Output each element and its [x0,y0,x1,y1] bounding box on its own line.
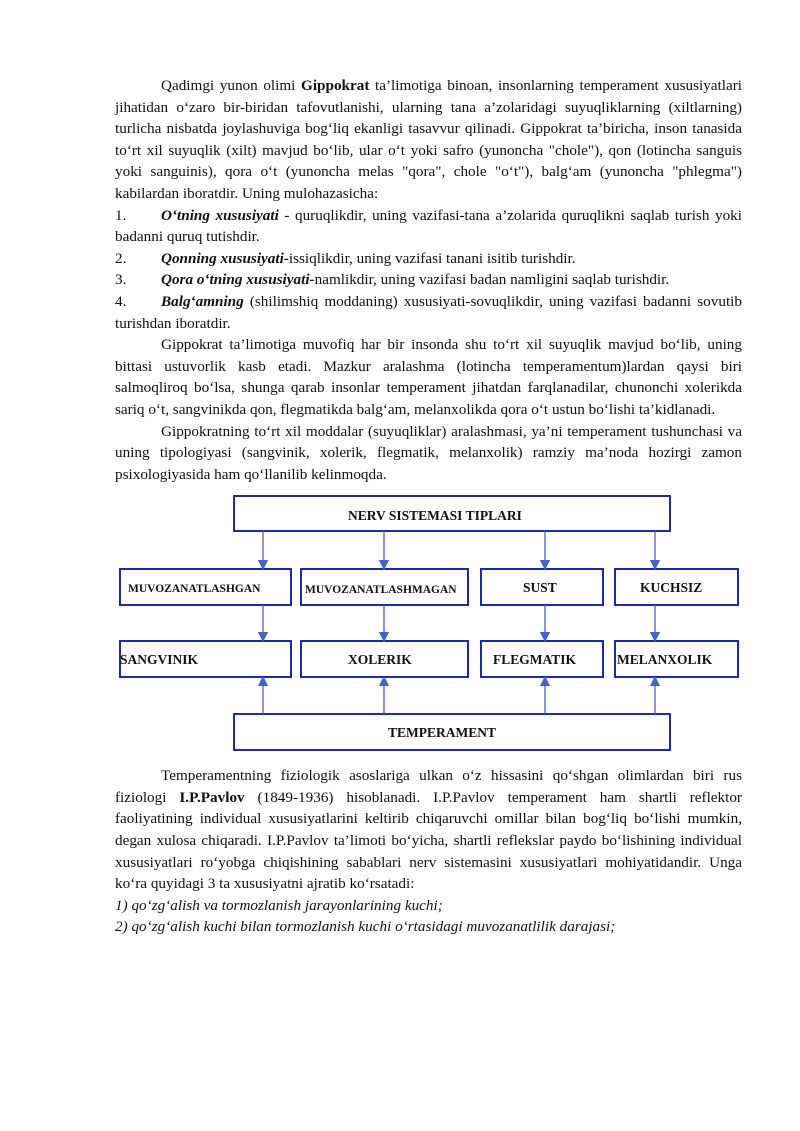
label-unbalanced: MUVOZANATLASHMAGAN [305,584,457,597]
paragraph-gippokrat [115,75,742,205]
list-item: 3. Qora o‘tning xususiyati-namlikdir, uning vazifasi badan namligini saqlab turishdir. [115,271,670,289]
paragraph-pavlov: Temperamentning fiziologik asoslariga ulkan o‘z hissasini qo‘shgan olimlardan biri rus fiziologi I.P.Pavlov (1849-1936) hisoblanadi. I.P.Pavlov temperament ham shartli reflektor faoliyatining individual xususiyatlarini keltirib chiqaruvchi omillar bilan bog‘liq bo‘lishi mumkin, degan xulosa chiqaradi. I.P.Pavlov ta’limoti bo‘yicha, shartli reflekslar paydo bo‘lishining individual xususiyatlari ro‘yobga chiqishining sabablari nerv sistemasini xususiyatlari mohiyatidandir. Unga ko‘ra quyidagi 3 ta xususiyatni ajratib ko‘rsatadi: [115,767,742,893]
nervous-system-types-diagram [115,489,742,751]
label-temperament: TEMPERAMENT [388,725,496,741]
label-choleric: XOLERIK [348,652,412,668]
diagram-lines [115,489,742,751]
list-term: Balg‘amning [161,292,244,310]
list-item: 1. O‘tning xususiyati - quruqlikdir, uning vazifasi-tana a’zolarida quruqlikni saqlab turish yoki badanni quruq tutishdir. [115,206,742,246]
text: Qadimgi yunon olimi [161,77,302,94]
list-term: Qonning xususiyati- [161,249,289,267]
list-item: 2. Qonning xususiyati-issiqlikdir, uning vazifasi tanani isitib turishdir. [115,249,576,267]
label-balanced: MUVOZANATLASHGAN [128,583,261,596]
name-pavlov: I.P.Pavlov [179,788,245,806]
list-term: O‘tning xususiyati [161,206,279,224]
label-slow: SUST [523,580,557,596]
label-nerve-system-types: NERV SISTEMASI TIPLARI [348,508,522,524]
label-weak: KUCHSIZ [640,580,703,596]
label-melancholic: MELANXOLIK [617,652,713,668]
name-gippokrat: Gippokrat [301,77,370,94]
pavlov-property-1: 1) qo‘zg‘alish va tormozlanish jarayonlarining kuchi; [115,896,443,914]
paragraph-mixture: Gippokrat ta’limotiga muvofiq har bir insonda shu to‘rt xil suyuqlik mavjud bo‘lib, uning bittasi ustuvorlik kasb etadi. Mazkur aralashma (lotincha temperamentum)lardan qaysi biri salmoqliroq bo‘lsa, shunga qarab insonlar temperament jihatdan farqlanadilar, chunonchi xolerikda sariq o‘t, sangvinikda qon, flegmatikda balg‘am, melanxolikda qora o‘t ustun bo‘lishi ta’kidlanadi. [115,336,742,418]
document-page [115,75,742,938]
paragraph-typology: Gippokratning to‘rt xil moddalar (suyuqliklar) aralashmasi, ya’ni temperament tushunchasi va uning tipologiyasi (sangvinik, xolerik, flegmatik, melanxolik) ramziy ma’noda hozirgi zamon psixologiyasida ham qo‘llanilib kelinmoqda. [115,422,742,483]
list-item: 4. Balg‘amning (shilimshiq moddaning) xususiyati-sovuqlikdir, uning vazifasi badanni sovutib turishdan iboratdir. [115,292,742,332]
list-term: Qora o‘tning xususiyati- [161,271,315,289]
pavlov-property-2: 2) qo‘zg‘alish kuchi bilan tormozlanish kuchi o‘rtasidagi muvozanatlilik darajasi; [115,918,616,936]
text: ta’limotiga binoan, insonlarning temperament xususiyatlari jihatidan o‘zaro bir-biridan tafovutlanishi, ularning tana a’zolaridagi suyuqliklarning (xiltlarning) turlicha nisbatda joylashuviga bog‘liq ekanligi tasavvur qilinadi. Gippokrat ta’biricha, inson tanasida to‘rt xil suyuqlik (xilt) mavjud bo‘lib, ular o‘t yoki safro (yunoncha "chole"), qon (lotincha sanguis yoki sanguinis), qora o‘t (yunoncha melas "qora", chole "o‘t"), balg‘am (yunoncha "phlegma") kabilardan iboratdir. Uning mulohazasicha: [115,77,743,202]
label-phlegmatic: FLEGMATIK [493,652,577,668]
label-sanguine: SANGVINIK [120,652,199,668]
